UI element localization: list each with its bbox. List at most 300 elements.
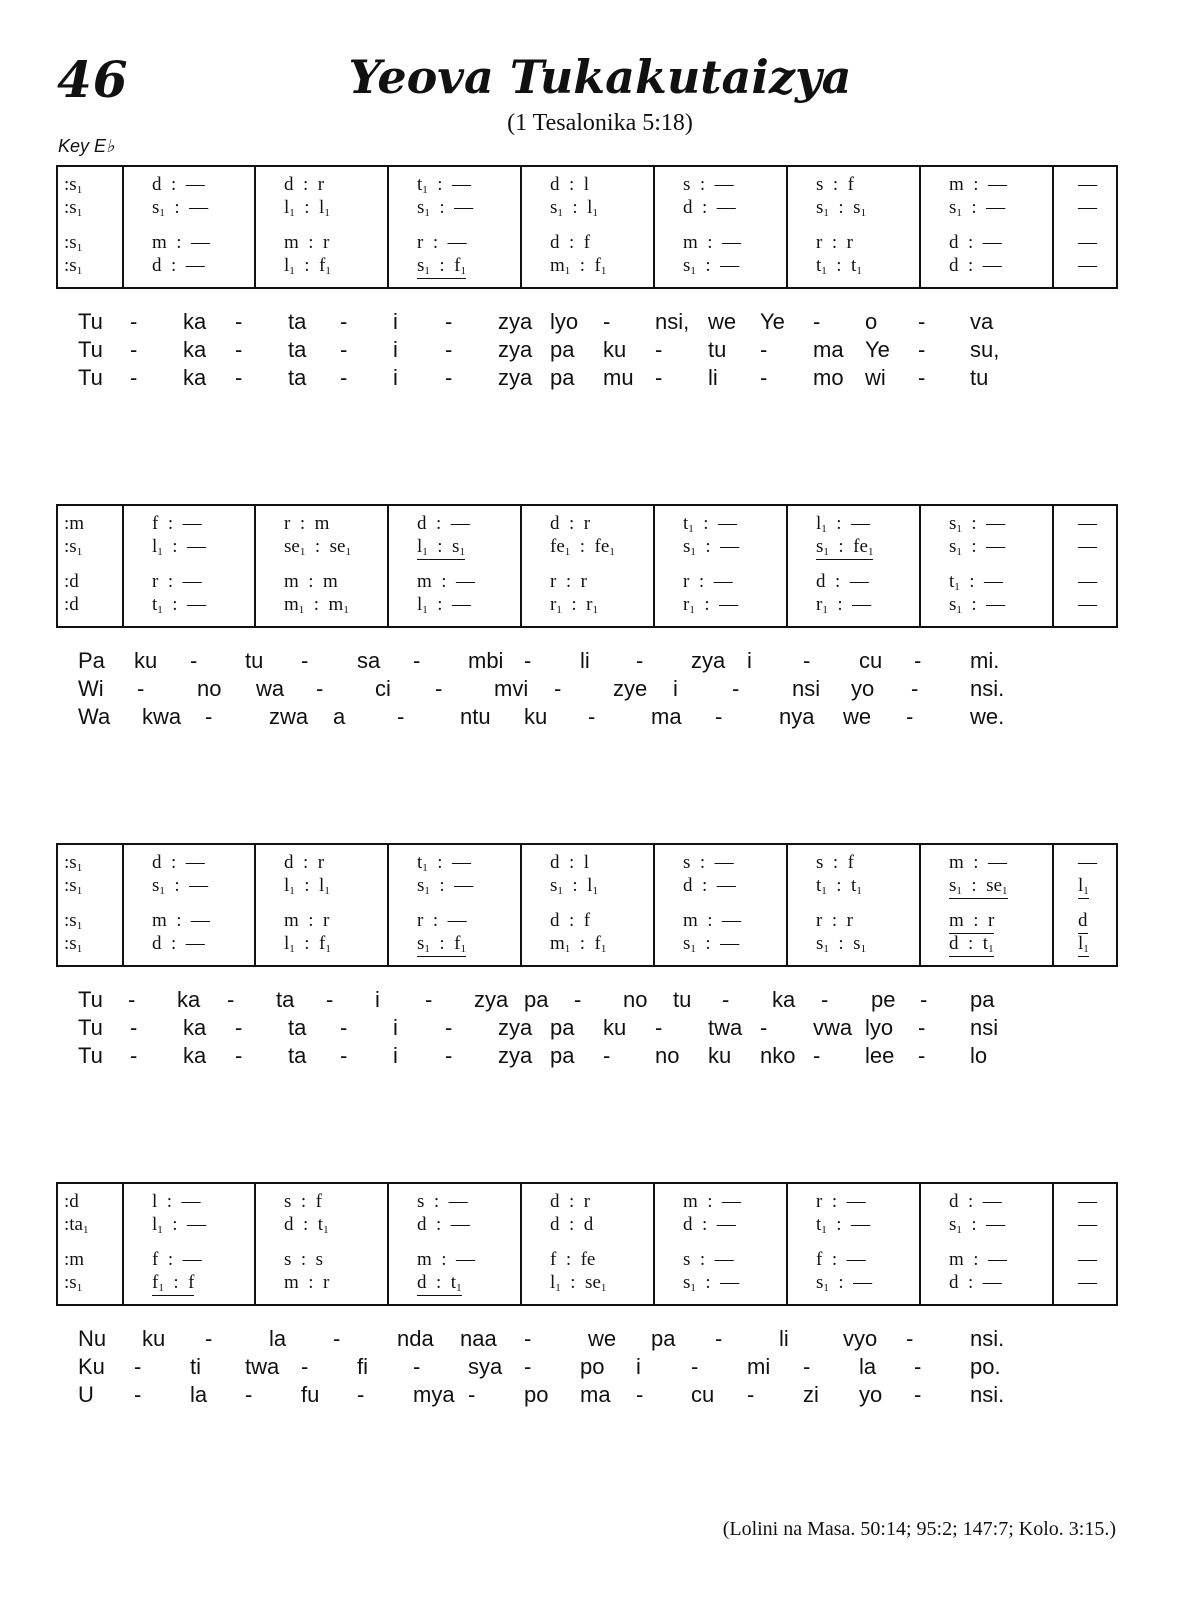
barline — [786, 1184, 788, 1304]
barline — [653, 845, 655, 965]
barline — [1052, 506, 1054, 626]
note-cell-tail: — — [1078, 513, 1097, 534]
lyric-hyphen: - — [655, 1015, 663, 1040]
note-cell: d : r — [550, 513, 591, 534]
note-cell: $s_1$ : — — [417, 197, 474, 219]
barline — [919, 167, 921, 287]
note-cell-tail: — — [1078, 1191, 1097, 1212]
note-cell: d : — — [816, 571, 869, 592]
footnote: (Lolini na Masa. 50:14; 95:2; 147:7; Kolo. 3:15.) — [722, 1518, 1116, 1540]
lyric-hyphen: - — [340, 1043, 348, 1068]
note-cell: $s_1$ : $l_1$ — [550, 875, 598, 897]
lyric-hyphen: - — [245, 1382, 253, 1407]
note-cell: m : — — [417, 1249, 476, 1270]
lyric-syllable: Tu — [78, 1043, 103, 1068]
lyric-hyphen: - — [340, 337, 348, 362]
note-cell-tail: $l_1$ — [1078, 875, 1089, 897]
note-cell: $m_1$ : $m_1$ — [284, 594, 349, 616]
barline — [1052, 167, 1054, 287]
lyric-syllable: nda — [397, 1326, 434, 1351]
barline — [387, 845, 389, 965]
lyric-hyphen: - — [445, 1015, 453, 1040]
lyric-syllable: no — [655, 1043, 680, 1068]
lyric-syllable: lee — [865, 1043, 895, 1068]
note-cell: $s_1$ : — — [816, 1272, 873, 1294]
note-cell: $t_1$ : — — [417, 174, 472, 196]
lyric-hyphen: - — [425, 987, 433, 1012]
note-cell: $s_1$ : — — [152, 875, 209, 897]
lyric-line — [0, 1382, 1200, 1410]
lyric-syllable: ta — [288, 365, 307, 390]
lyric-syllable: va — [970, 309, 994, 334]
lyric-syllable: nsi, — [655, 309, 690, 334]
note-cell: $t_1$ : — — [949, 571, 1004, 593]
lyric-syllable: twa — [245, 1354, 280, 1379]
lyric-syllable: lyo — [550, 309, 579, 334]
note-cell: $:s_1$ — [64, 197, 83, 219]
note-cell: $s_1$ : — — [683, 933, 740, 955]
barline — [520, 506, 522, 626]
lyric-syllable: naa — [460, 1326, 497, 1351]
barline — [254, 845, 256, 965]
lyric-syllable: sa — [357, 648, 381, 673]
lyric-hyphen: - — [803, 1354, 811, 1379]
lyric-syllable: ci — [375, 676, 391, 701]
note-cell: d : r — [284, 174, 325, 195]
note-cell: r : — — [683, 571, 733, 592]
lyric-hyphen: - — [918, 1015, 926, 1040]
lyric-syllable: mi — [747, 1354, 771, 1379]
lyric-syllable: ma — [580, 1382, 611, 1407]
lyric-syllable: nsi. — [970, 676, 1005, 701]
lyric-syllable: U — [78, 1382, 94, 1407]
lyric-hyphen: - — [333, 1326, 341, 1351]
lyric-syllable: mya — [413, 1382, 455, 1407]
lyric-syllable: nko — [760, 1043, 796, 1068]
note-cell-tail: — — [1078, 174, 1097, 195]
lyric-syllable: ka — [177, 987, 201, 1012]
note-cell: d : — — [949, 255, 1002, 276]
lyric-syllable: Tu — [78, 987, 103, 1012]
lyric-syllable: cu — [691, 1382, 715, 1407]
lyric-hyphen: - — [357, 1382, 365, 1407]
lyric-hyphen: - — [914, 648, 922, 673]
lyric-syllable: Tu — [78, 1015, 103, 1040]
lyric-syllable: ka — [183, 365, 207, 390]
music-system — [56, 1182, 1118, 1306]
lyric-syllable: nya — [779, 704, 815, 729]
lyric-syllable: fi — [357, 1354, 368, 1379]
lyric-syllable: i — [393, 1015, 398, 1040]
note-cell-tail: — — [1078, 571, 1097, 592]
note-cell: d : — — [683, 875, 736, 896]
note-cell: r : r — [550, 571, 587, 592]
lyric-syllable: we — [708, 309, 737, 334]
note-cell: $t_1$ : $t_1$ — [816, 255, 862, 277]
note-cell: $s_1$ : $f_1$ — [417, 255, 467, 277]
lyric-syllable: ku — [603, 337, 627, 362]
lyric-syllable: pa — [550, 1043, 575, 1068]
lyric-hyphen: - — [524, 648, 532, 673]
lyric-line — [0, 309, 1200, 337]
note-cell-tail: — — [1078, 1214, 1097, 1235]
lyric-syllable: Wa — [78, 704, 111, 729]
lyric-syllable: zya — [498, 365, 533, 390]
lyric-syllable: no — [197, 676, 222, 701]
lyric-hyphen: - — [760, 365, 768, 390]
note-cell: d : f — [550, 232, 591, 253]
barline — [254, 506, 256, 626]
lyric-hyphen: - — [235, 1015, 243, 1040]
note-cell: f : — — [816, 1249, 866, 1270]
note-cell: $:s_1$ — [64, 536, 83, 558]
note-cell: $s_1$ : — — [683, 255, 740, 277]
note-cell: :m — [64, 1249, 85, 1270]
note-cell: $t_1$ : — — [683, 513, 738, 535]
lyric-hyphen: - — [918, 365, 926, 390]
lyric-syllable: po. — [970, 1354, 1001, 1379]
lyric-hyphen: - — [137, 676, 145, 701]
note-cell: m : r — [284, 232, 330, 253]
note-cell: $s_1$ : $s_1$ — [816, 197, 867, 219]
barline — [122, 506, 124, 626]
lyric-hyphen: - — [340, 309, 348, 334]
barline — [122, 167, 124, 287]
lyric-syllable: ku — [708, 1043, 732, 1068]
lyric-syllable: li — [708, 365, 718, 390]
lyric-syllable: yo — [859, 1382, 883, 1407]
note-cell: $s_1$ : $l_1$ — [550, 197, 598, 219]
lyric-syllable: zya — [498, 1015, 533, 1040]
lyric-syllable: Pa — [78, 648, 105, 673]
note-cell: l : — — [152, 1191, 201, 1212]
barline — [653, 167, 655, 287]
lyric-hyphen: - — [914, 1354, 922, 1379]
note-cell-tail: — — [1078, 536, 1097, 557]
lyric-hyphen: - — [235, 309, 243, 334]
lyric-hyphen: - — [413, 648, 421, 673]
key-signature: Key E♭ — [58, 136, 115, 156]
lyric-syllable: nsi. — [970, 1326, 1005, 1351]
lyric-hyphen: - — [235, 337, 243, 362]
hymn-title: Yeova Tukakutaizya — [348, 50, 852, 104]
lyric-syllable: Tu — [78, 337, 103, 362]
note-cell: $:s_1$ — [64, 933, 83, 955]
note-cell: s : f — [816, 852, 854, 873]
note-cell: m : — — [949, 174, 1008, 195]
note-cell: s : — — [683, 852, 734, 873]
note-cell: r : m — [284, 513, 330, 534]
note-cell: d : — — [152, 255, 205, 276]
lyrics-block — [0, 309, 1200, 399]
lyric-hyphen: - — [906, 704, 914, 729]
lyric-hyphen: - — [468, 1382, 476, 1407]
lyric-syllable: pa — [651, 1326, 676, 1351]
note-cell: s : — — [683, 1249, 734, 1270]
note-cell: $s_1$ : — — [949, 1214, 1006, 1236]
note-cell-tail: — — [1078, 1272, 1097, 1293]
lyric-syllable: vwa — [813, 1015, 853, 1040]
lyric-hyphen: - — [445, 365, 453, 390]
lyric-syllable: su, — [970, 337, 1000, 362]
lyric-syllable: ka — [183, 337, 207, 362]
lyric-hyphen: - — [655, 337, 663, 362]
lyric-hyphen: - — [813, 1043, 821, 1068]
lyric-syllable: a — [333, 704, 346, 729]
note-cell: f : — — [152, 1249, 202, 1270]
lyric-syllable: tu — [673, 987, 692, 1012]
lyric-hyphen: - — [326, 987, 334, 1012]
note-cell: m : — — [949, 1249, 1008, 1270]
note-cell: :d — [64, 594, 79, 615]
lyric-hyphen: - — [130, 1043, 138, 1068]
note-cell-tail: — — [1078, 255, 1097, 276]
barline — [520, 167, 522, 287]
lyric-syllable: pa — [970, 987, 995, 1012]
note-cell: m : r — [949, 911, 994, 934]
barline — [122, 1184, 124, 1304]
lyric-hyphen: - — [128, 987, 136, 1012]
music-system — [56, 843, 1118, 967]
note-cell: d : d — [550, 1214, 594, 1235]
lyric-syllable: cu — [859, 648, 883, 673]
lyric-hyphen: - — [911, 676, 919, 701]
lyric-syllable: i — [393, 309, 398, 334]
note-cell: $l_1$ : — — [152, 1214, 207, 1236]
note-cell: d : — — [683, 197, 736, 218]
lyric-syllable: la — [269, 1326, 287, 1351]
note-cell: d : — — [417, 1214, 470, 1235]
lyric-syllable: li — [580, 648, 590, 673]
lyric-syllable: zi — [803, 1382, 819, 1407]
note-cell: $t_1$ : — — [816, 1214, 871, 1236]
lyric-hyphen: - — [747, 1382, 755, 1407]
lyric-syllable: i — [747, 648, 752, 673]
lyric-syllable: zya — [474, 987, 509, 1012]
note-cell: $l_1$ : $l_1$ — [284, 197, 330, 219]
note-cell: $l_1$ : $f_1$ — [284, 933, 331, 955]
lyric-hyphen: - — [722, 987, 730, 1012]
note-cell: d : f — [550, 910, 591, 931]
note-cell: m : r — [284, 910, 330, 931]
note-cell: r : r — [816, 910, 853, 931]
note-cell: d : $t_1$ — [949, 933, 994, 955]
note-cell: s : — — [683, 174, 734, 195]
lyric-hyphen: - — [918, 1043, 926, 1068]
lyric-syllable: ma — [813, 337, 844, 362]
lyric-syllable: tu — [708, 337, 727, 362]
barline — [653, 1184, 655, 1304]
lyric-syllable: ti — [190, 1354, 201, 1379]
note-cell: d : — — [949, 232, 1002, 253]
note-cell: r : r — [816, 232, 853, 253]
note-cell: d : $t_1$ — [417, 1272, 462, 1294]
lyric-line — [0, 337, 1200, 365]
lyric-syllable: mvi — [494, 676, 529, 701]
lyric-hyphen: - — [803, 648, 811, 673]
lyric-hyphen: - — [760, 1015, 768, 1040]
note-cell: $l_1$ : $l_1$ — [284, 875, 330, 897]
note-cell: f : fe — [550, 1249, 596, 1270]
lyric-syllable: zwa — [269, 704, 309, 729]
lyric-syllable: mi. — [970, 648, 1000, 673]
lyric-hyphen: - — [813, 309, 821, 334]
lyric-syllable: zya — [691, 648, 726, 673]
barline — [387, 506, 389, 626]
lyric-syllable: ka — [183, 1043, 207, 1068]
lyric-syllable: wi — [865, 365, 886, 390]
lyric-syllable: twa — [708, 1015, 743, 1040]
note-cell: $r_1$ : $r_1$ — [550, 594, 598, 616]
lyric-hyphen: - — [636, 1382, 644, 1407]
lyric-hyphen: - — [732, 676, 740, 701]
barline — [1052, 1184, 1054, 1304]
lyric-hyphen: - — [134, 1382, 142, 1407]
lyric-syllable: nsi. — [970, 1382, 1005, 1407]
barline — [254, 167, 256, 287]
note-cell: $se_1$ : $se_1$ — [284, 536, 351, 558]
note-cell: $s_1$ : — — [949, 594, 1006, 616]
lyric-syllable: ku — [142, 1326, 166, 1351]
lyric-hyphen: - — [574, 987, 582, 1012]
note-cell: d : — — [152, 174, 205, 195]
note-cell: r : — — [417, 910, 467, 931]
lyric-syllable: lyo — [865, 1015, 894, 1040]
lyric-hyphen: - — [691, 1354, 699, 1379]
note-cell: $s_1$ : — — [152, 197, 209, 219]
lyric-line — [0, 1043, 1200, 1071]
lyric-syllable: ka — [183, 309, 207, 334]
note-cell: $s_1$ : $s_1$ — [816, 933, 867, 955]
lyrics-block — [0, 987, 1200, 1077]
note-cell: s : f — [816, 174, 854, 195]
lyric-syllable: i — [393, 337, 398, 362]
note-cell: d : — — [683, 1214, 736, 1235]
lyric-hyphen: - — [603, 309, 611, 334]
note-cell: $l_1$ : — — [152, 536, 207, 558]
lyric-syllable: pa — [524, 987, 549, 1012]
note-cell: m : — — [152, 232, 211, 253]
lyric-hyphen: - — [397, 704, 405, 729]
note-cell: $s_1$ : — — [949, 513, 1006, 535]
lyric-hyphen: - — [920, 987, 928, 1012]
lyric-hyphen: - — [918, 309, 926, 334]
note-cell: d : l — [550, 852, 590, 873]
lyric-line — [0, 365, 1200, 393]
lyric-syllable: ma — [651, 704, 682, 729]
lyric-syllable: vyo — [843, 1326, 878, 1351]
lyric-syllable: Ku — [78, 1354, 105, 1379]
note-cell: $s_1$ : $f_1$ — [417, 933, 467, 955]
lyric-hyphen: - — [190, 648, 198, 673]
lyric-hyphen: - — [760, 337, 768, 362]
lyric-hyphen: - — [715, 704, 723, 729]
note-cell: m : — — [683, 910, 742, 931]
lyric-syllable: ta — [276, 987, 295, 1012]
lyric-hyphen: - — [235, 365, 243, 390]
lyric-syllable: tu — [245, 648, 264, 673]
lyric-syllable: Nu — [78, 1326, 107, 1351]
note-cell: $:s_1$ — [64, 232, 83, 254]
lyric-hyphen: - — [918, 337, 926, 362]
lyric-hyphen: - — [340, 1015, 348, 1040]
note-cell: d : $t_1$ — [284, 1214, 329, 1236]
scripture-reference: (1 Tesalonika 5:18) — [507, 110, 693, 136]
lyric-syllable: ta — [288, 337, 307, 362]
lyric-hyphen: - — [914, 1382, 922, 1407]
note-cell: $f_1$ : f — [152, 1272, 195, 1294]
note-cell: :d — [64, 1191, 79, 1212]
note-cell-tail: $l_1$ — [1078, 933, 1089, 955]
note-cell: $t_1$ : $t_1$ — [816, 875, 862, 897]
note-cell: $s_1$ : — — [683, 536, 740, 558]
barline — [653, 506, 655, 626]
lyric-syllable: mbi — [468, 648, 504, 673]
lyrics-block — [0, 648, 1200, 738]
lyric-syllable: pa — [550, 365, 575, 390]
note-cell: r : — — [152, 571, 202, 592]
note-cell: $s_1$ : — — [949, 197, 1006, 219]
lyric-line — [0, 1015, 1200, 1043]
note-cell: s : f — [284, 1191, 322, 1212]
note-cell: $:ta_1$ — [64, 1214, 89, 1236]
lyric-syllable: Ye — [865, 337, 890, 362]
note-cell: d : l — [550, 174, 590, 195]
note-cell: d : — — [417, 513, 470, 534]
lyric-hyphen: - — [413, 1354, 421, 1379]
barline — [387, 167, 389, 287]
barline — [387, 1184, 389, 1304]
lyric-syllable: ka — [772, 987, 796, 1012]
lyric-hyphen: - — [134, 1354, 142, 1379]
lyric-hyphen: - — [588, 704, 596, 729]
lyric-hyphen: - — [227, 987, 235, 1012]
lyric-syllable: wa — [256, 676, 285, 701]
barline — [122, 845, 124, 965]
lyric-line — [0, 648, 1200, 676]
note-cell-tail: — — [1078, 197, 1097, 218]
lyric-syllable: i — [636, 1354, 641, 1379]
lyric-syllable: we. — [970, 704, 1005, 729]
note-cell: $l_1$ : — — [417, 594, 472, 616]
barline — [1052, 845, 1054, 965]
lyric-hyphen: - — [340, 365, 348, 390]
note-cell: r : — — [417, 232, 467, 253]
lyric-hyphen: - — [906, 1326, 914, 1351]
lyric-syllable: o — [865, 309, 878, 334]
note-cell: $s_1$ : — — [417, 875, 474, 897]
note-cell-tail: — — [1078, 852, 1097, 873]
note-cell: d : r — [284, 852, 325, 873]
lyric-line — [0, 704, 1200, 732]
note-cell: $:s_1$ — [64, 1272, 83, 1294]
lyric-syllable: i — [375, 987, 380, 1012]
lyric-line — [0, 1326, 1200, 1354]
lyric-syllable: pe — [871, 987, 896, 1012]
lyric-syllable: fu — [301, 1382, 320, 1407]
lyric-syllable: zya — [498, 337, 533, 362]
barline — [786, 167, 788, 287]
lyric-syllable: ta — [288, 1015, 307, 1040]
lyric-syllable: po — [580, 1354, 605, 1379]
lyric-syllable: i — [393, 1043, 398, 1068]
lyric-syllable: Wi — [78, 676, 104, 701]
lyric-hyphen: - — [524, 1354, 532, 1379]
note-cell: $l_1$ : — — [816, 513, 871, 535]
hymn-number: 46 — [57, 50, 129, 109]
lyric-syllable: ka — [183, 1015, 207, 1040]
note-cell: d : r — [550, 1191, 591, 1212]
